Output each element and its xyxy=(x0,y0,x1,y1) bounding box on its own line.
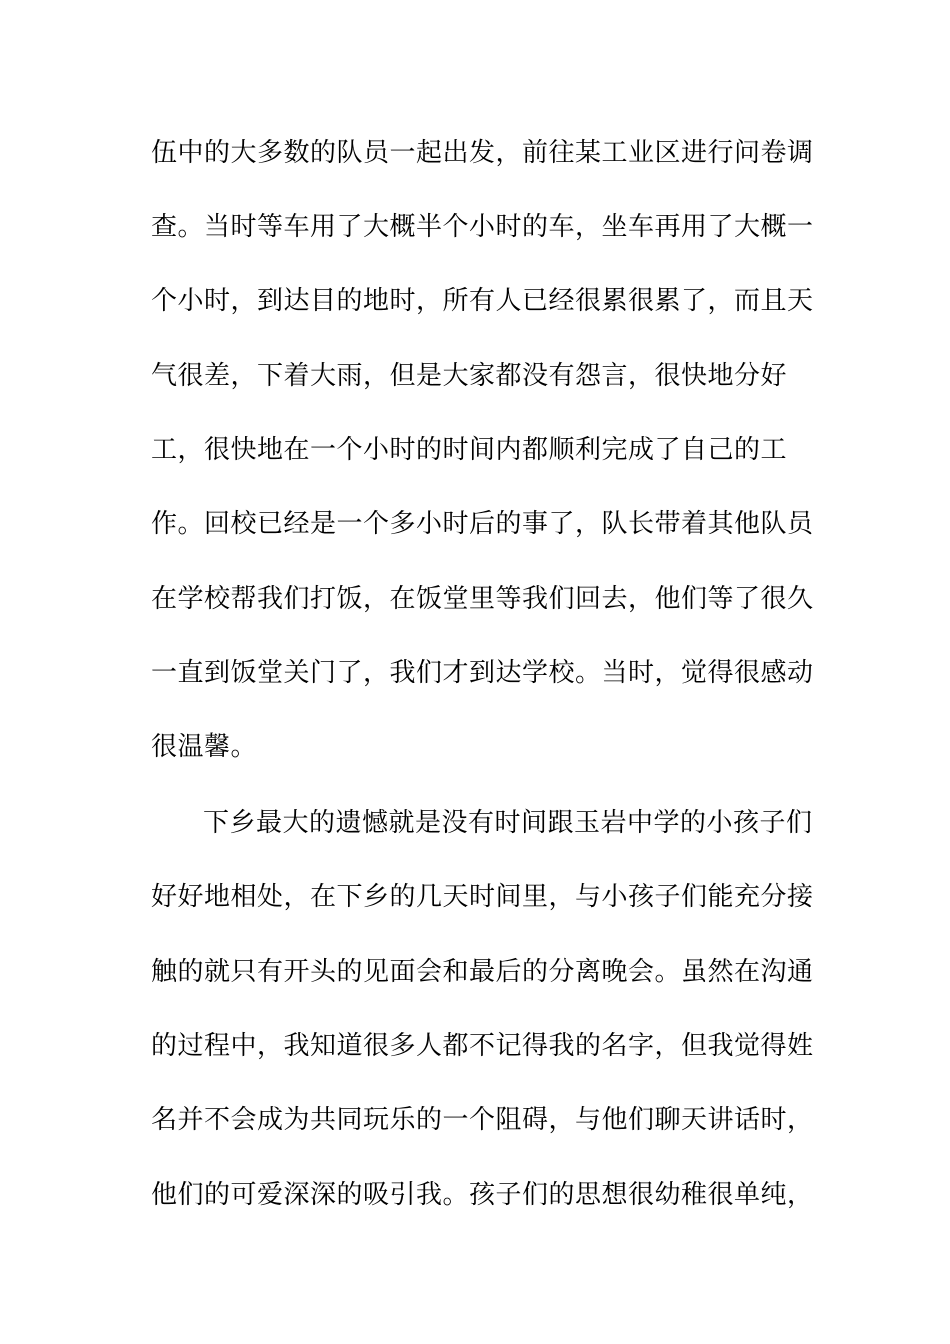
paragraph-line: 的过程中，我知道很多人都不记得我的名字，但我觉得姓 xyxy=(151,1031,814,1061)
paragraph-line: 气很差，下着大雨，但是大家都没有怨言，很快地分好 xyxy=(151,361,788,391)
paragraph-line: 在学校帮我们打饭，在饭堂里等我们回去，他们等了很久 xyxy=(151,584,814,614)
paragraph-line: 查。当时等车用了大概半个小时的车，坐车再用了大概一 xyxy=(151,212,814,242)
paragraph-line: 他们的可爱深深的吸引我。孩子们的思想很幼稚很单纯， xyxy=(151,1180,814,1210)
paragraph-line: 触的就只有开头的见面会和最后的分离晚会。虽然在沟通 xyxy=(151,957,814,987)
paragraph-line: 作。回校已经是一个多小时后的事了，队长带着其他队员 xyxy=(151,509,814,539)
paragraph-line: 好好地相处，在下乡的几天时间里，与小孩子们能充分接 xyxy=(151,882,814,912)
paragraph-line: 很温馨。 xyxy=(151,732,258,762)
paragraph-line: 一直到饭堂关门了，我们才到达学校。当时，觉得很感动 xyxy=(151,658,814,688)
paragraph-line: 工，很快地在一个小时的时间内都顺利完成了自己的工 xyxy=(151,435,788,465)
paragraph-line: 个小时，到达目的地时，所有人已经很累很累了，而且天 xyxy=(151,286,814,316)
paragraph-line: 伍中的大多数的队员一起出发，前往某工业区进行问卷调 xyxy=(151,138,814,168)
paragraph-line: 名并不会成为共同玩乐的一个阻碍，与他们聊天讲话时， xyxy=(151,1105,814,1135)
paragraph-first-line: 下乡最大的遗憾就是没有时间跟玉岩中学的小孩子们 xyxy=(203,808,813,838)
